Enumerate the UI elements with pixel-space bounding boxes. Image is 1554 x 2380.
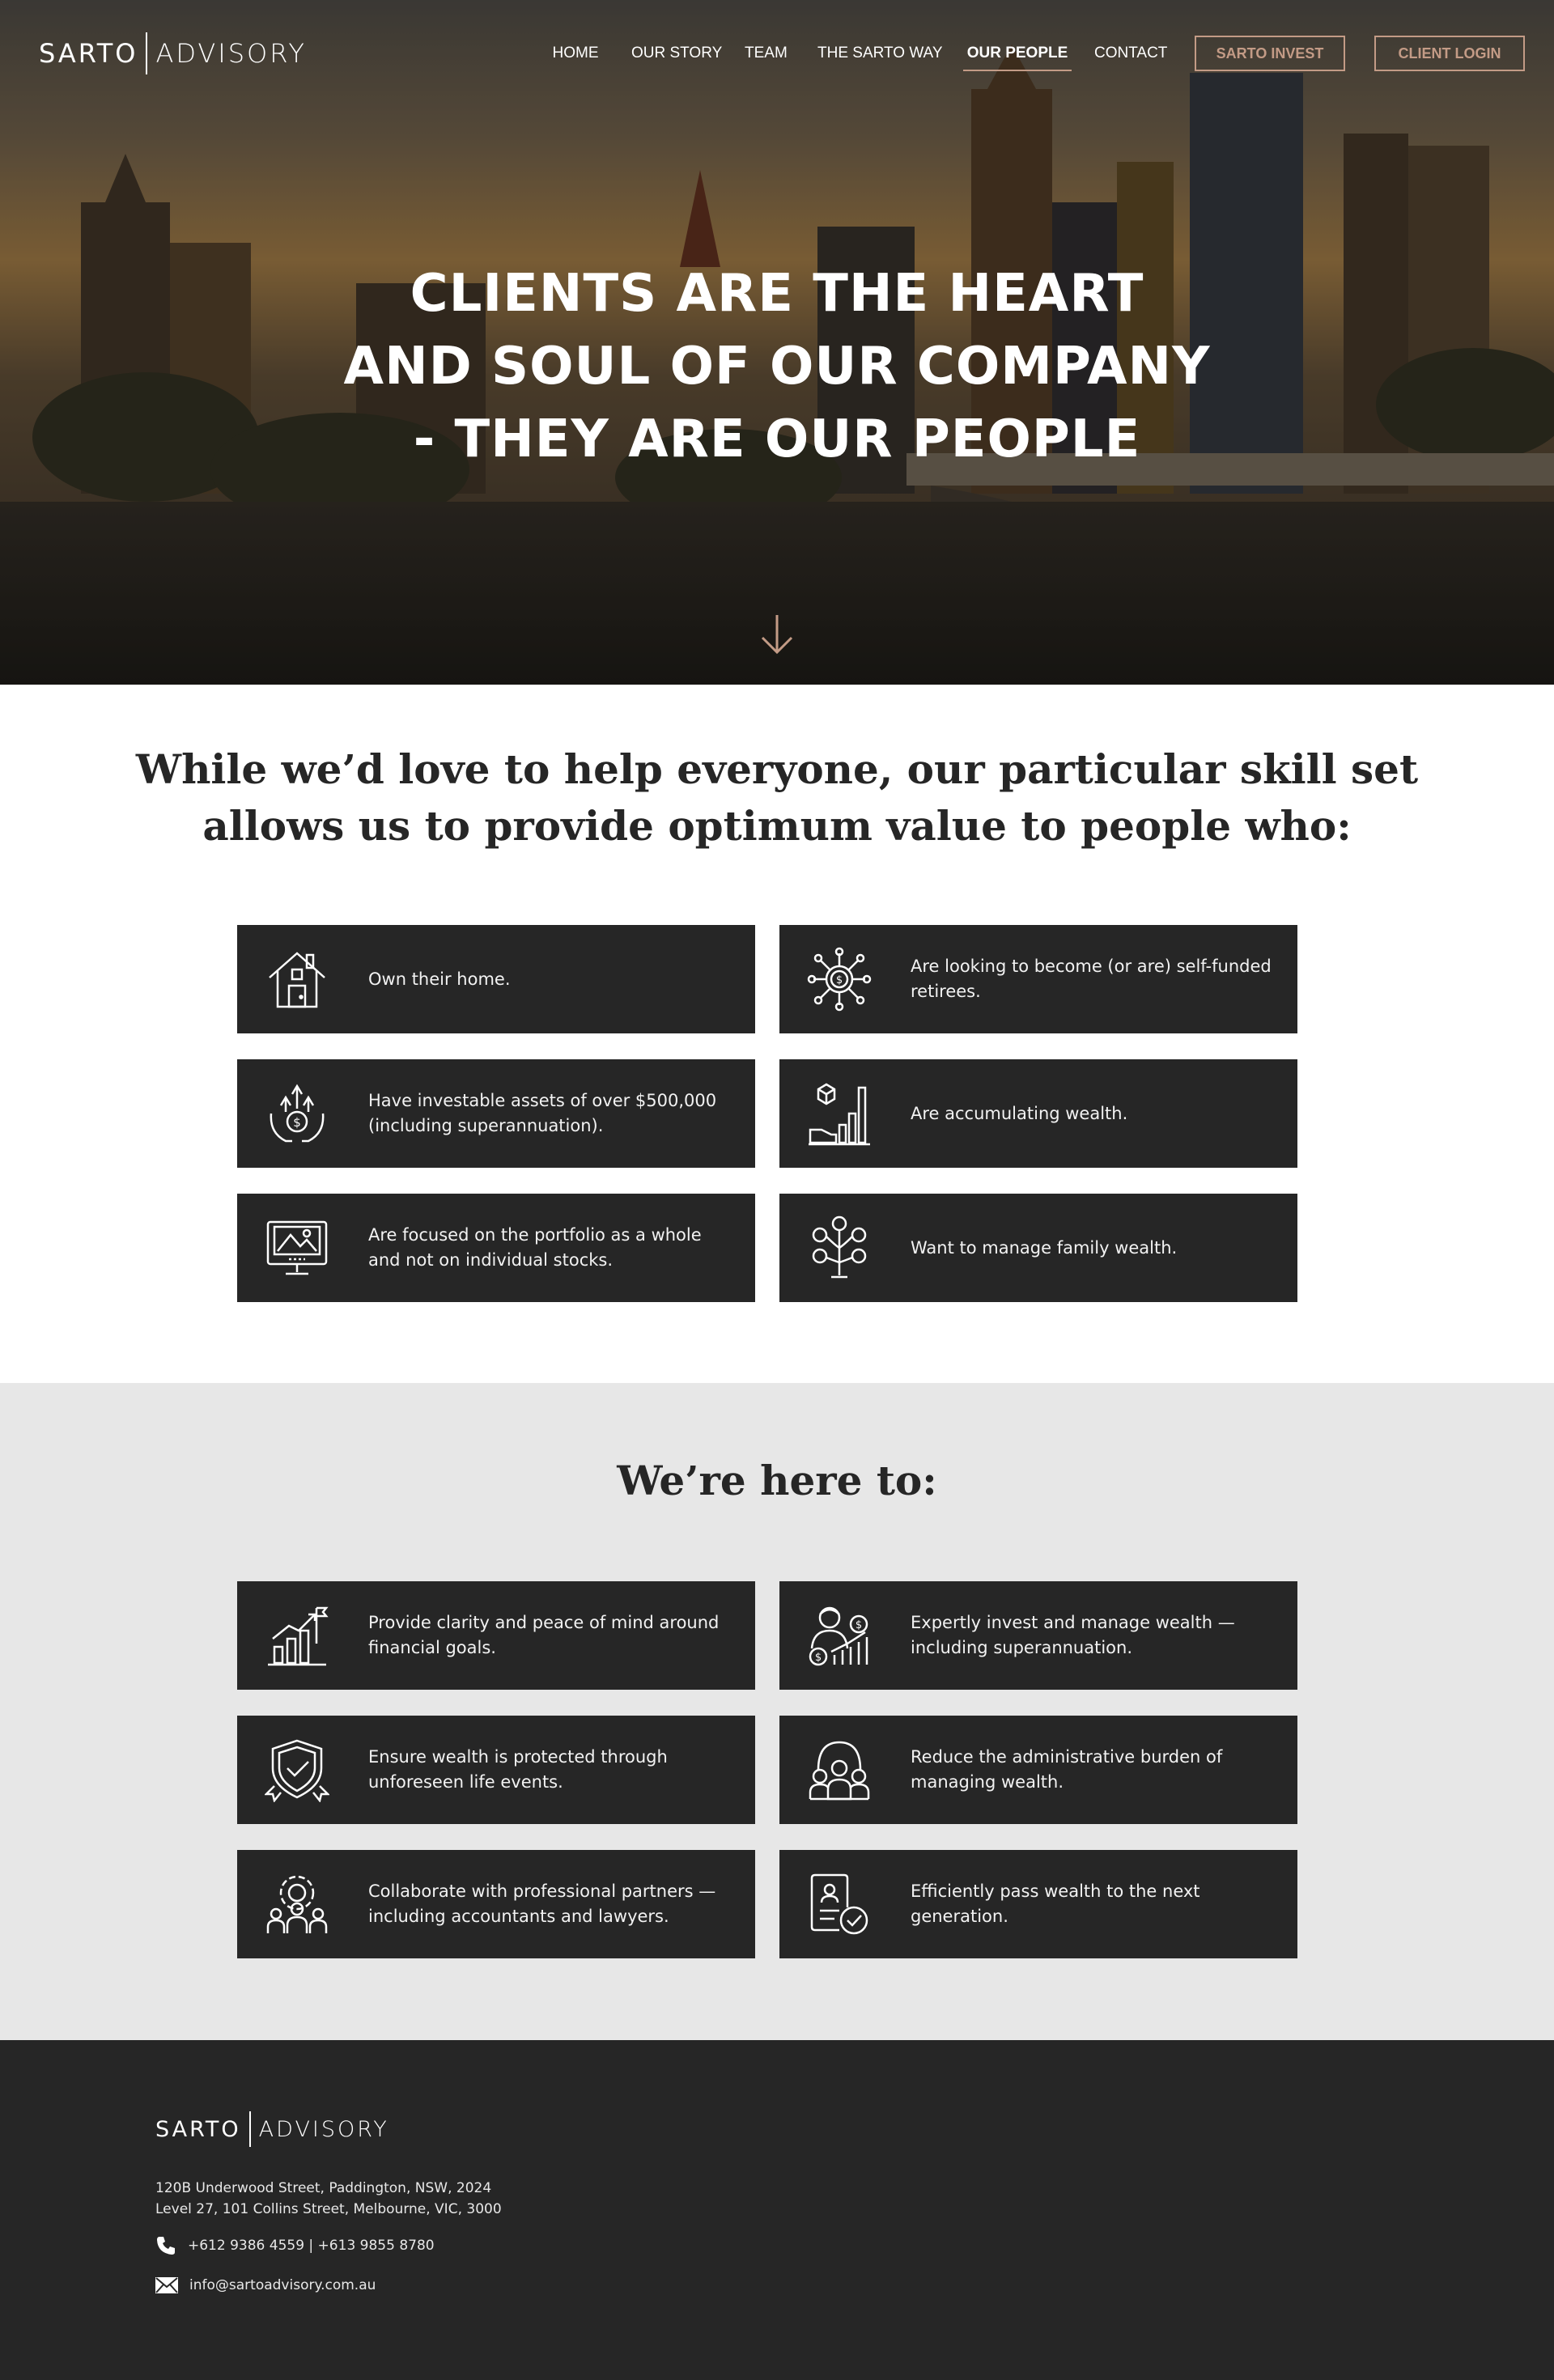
email-link[interactable]: info@sartoadvisory.com.au <box>189 2277 376 2293</box>
audience-section <box>0 685 1554 1383</box>
portfolio-monitor-icon <box>265 1215 329 1280</box>
audience-card <box>779 1194 1297 1302</box>
card-text: Provide clarity and peace of mind around financial goals. <box>368 1613 720 1657</box>
investor-icon <box>807 1603 872 1668</box>
main-nav <box>0 36 1554 71</box>
house-icon <box>265 947 329 1012</box>
card-text: Ensure wealth is protected through unforeseen life events. <box>368 1747 668 1792</box>
service-card <box>237 1850 755 1958</box>
goal-chart-icon <box>265 1603 329 1668</box>
footer-phone <box>155 2235 435 2256</box>
footer-logo[interactable] <box>155 2111 389 2147</box>
service-card <box>237 1581 755 1690</box>
services-section <box>0 1383 1554 2040</box>
card-text: Are focused on the portfolio as a whole and not on individual stocks. <box>368 1225 702 1270</box>
card-text: Expertly invest and manage wealth — including superannuation. <box>911 1613 1235 1657</box>
audience-card <box>237 1059 755 1168</box>
address-line: Level 27, 101 Collins Street, Melbourne, VIC, 3000 <box>155 2201 502 2217</box>
nav-home[interactable]: HOME <box>552 45 599 62</box>
footer-email <box>155 2277 376 2293</box>
card-text: Efficiently pass wealth to the next generation. <box>911 1882 1200 1926</box>
audience-heading-line: While we’d love to help everyone, our particular skill set <box>135 745 1419 793</box>
family-tree-icon <box>807 1215 872 1280</box>
investable-assets-icon <box>265 1081 329 1146</box>
card-text: Want to manage family wealth. <box>911 1237 1178 1258</box>
audience-card <box>779 1059 1297 1168</box>
audience-card <box>237 925 755 1033</box>
brand-name-right: ADVISORY <box>155 38 307 69</box>
nav-the-sarto-way[interactable]: THE SARTO WAY <box>817 45 943 62</box>
growth-chart-icon <box>807 1081 872 1146</box>
nav-our-story[interactable]: OUR STORY <box>631 45 723 62</box>
svg-text:$: $ <box>835 974 843 986</box>
footer <box>0 2040 1554 2380</box>
hero-title-line: - THEY ARE OUR PEOPLE <box>413 409 1141 469</box>
sarto-invest-button[interactable]: SARTO INVEST <box>1195 36 1345 71</box>
nav-our-people[interactable]: OUR PEOPLE <box>963 36 1072 71</box>
shield-check-icon <box>265 1737 329 1802</box>
brand-divider <box>249 2111 251 2147</box>
card-text: Are looking to become (or are) self-funded retirees. <box>911 957 1272 1001</box>
services-heading: We’re here to: <box>617 1457 937 1504</box>
audience-heading-line: allows us to provide optimum value to people who: <box>202 802 1352 850</box>
hero-banner <box>0 0 1554 685</box>
svg-text:$: $ <box>855 1619 863 1631</box>
hero-title-line: AND SOUL OF OUR COMPANY <box>343 337 1211 397</box>
audience-card <box>237 1194 755 1302</box>
brand-name-right: ADVISORY <box>258 2116 389 2142</box>
address-line: 120B Underwood Street, Paddington, NSW, 2024 <box>155 2180 492 2196</box>
brand-name-left: SARTO <box>39 38 138 69</box>
brand-name-left: SARTO <box>155 2116 241 2142</box>
footer-address <box>155 2178 502 2220</box>
nav-contact[interactable]: CONTACT <box>1094 45 1168 62</box>
hero-title-line: CLIENTS ARE THE HEART <box>410 264 1144 324</box>
phone-icon <box>155 2235 176 2256</box>
group-icon <box>807 1737 872 1802</box>
audience-card <box>779 925 1297 1033</box>
svg-text:$: $ <box>814 1652 822 1664</box>
retirement-fund-icon <box>807 947 872 1012</box>
service-card <box>237 1716 755 1824</box>
nav-team[interactable]: TEAM <box>745 45 788 62</box>
card-text: Are accumulating wealth. <box>911 1103 1128 1123</box>
document-check-icon <box>807 1872 872 1937</box>
card-text: Collaborate with professional partners — including accountants and lawyers. <box>368 1882 716 1926</box>
service-card <box>779 1581 1297 1690</box>
card-text: Reduce the administrative burden of managing wealth. <box>911 1747 1223 1792</box>
service-card <box>779 1716 1297 1824</box>
service-card <box>779 1850 1297 1958</box>
client-login-button[interactable]: CLIENT LOGIN <box>1374 36 1525 71</box>
phone-numbers[interactable]: +612 9386 4559 | +613 9855 8780 <box>188 2238 435 2254</box>
card-text: Own their home. <box>368 969 511 989</box>
audience-heading <box>0 741 1554 855</box>
hero-title <box>0 257 1554 476</box>
arrow-down-icon[interactable] <box>758 612 796 657</box>
card-text: Have investable assets of over $500,000 (including superannuation). <box>368 1091 717 1135</box>
svg-text:$: $ <box>293 1115 301 1130</box>
mail-icon <box>155 2277 178 2293</box>
collaboration-gear-icon <box>265 1872 329 1937</box>
